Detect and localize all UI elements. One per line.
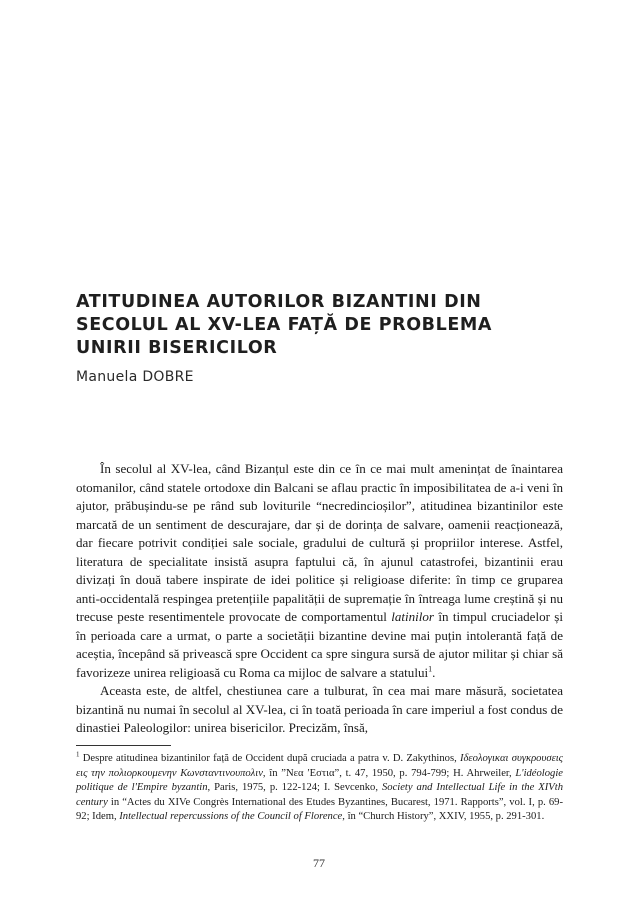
body-text: . <box>432 664 436 680</box>
article-title <box>76 291 576 360</box>
title-line: UNIRII BISERICILOR <box>76 338 278 358</box>
body-italic-text: latinilor <box>391 609 434 624</box>
title-line: SECOLUL AL XV-LEA FAȚĂ DE PROBLEMA <box>76 315 493 335</box>
footnote-reference[interactable]: 1 <box>428 664 433 674</box>
footnote-text: in “Actes du XIVe Congrès International des Etudes Byzantines, Bucarest, 1971. Rapports”, vol. I, p. 69-92; Idem, <box>76 796 563 823</box>
body-paragraph <box>76 460 563 682</box>
article-author: Manuela DOBRE <box>76 369 194 385</box>
footnote-italic-text: L'idéologie politique de l'Empire byzantin <box>76 767 563 794</box>
body-paragraph: Aceasta este, de altfel, chestiunea care a tulburat, în cea mai mare măsură, societatea bizantină nu numai în secolul al XV-lea, ci în toată perioada în care imperiul a fost condus de dinastiei Paleologilor: unirea bisericilor. Precizăm, însă, <box>76 683 563 735</box>
footnote-marker: 1 <box>76 750 80 759</box>
body-text: în timpul cruciadelor și în perioada care a urmat, o parte a societății bizantine devine mai puțin intolerantă față de aceștia, începând să privească spre Occident ca spre singura sursă de ajutor militar și chiar să favorizeze unirea religioasă cu Roma ca mijloc de salvare a statului <box>76 609 563 680</box>
page-number: 77 <box>313 856 325 870</box>
footnote <box>76 752 563 825</box>
footnote-text: , Paris, 1975, p. 122-124; I. Sevcenko, <box>207 782 382 794</box>
footnote-italic-text: Society and Intellectual Life in the XIVth century <box>76 782 563 808</box>
body-text: În secolul al XV-lea, când Bizanțul este din ce în ce mai mult amenințat de înaintarea otomanilor, când statele ortodoxe din Balcani se aflau practic în imposibilitatea de a-i veni în ajutor, prăbușindu-se pe rând sub loviturile “necredincioșilor”, atitudinea bizantinilor este marcată de un sentiment de descurajare, dar și de dorința de salvare, oamenii reacționează, dar fiecare potrivit condiției sale sociale, gradului de cultură și propriilor interese. Astfel, literatura de specialitate insistă asupra faptului că, în ajunul catastrofei, bizantinii erau divizați în două tabere inspirate de idei politice și religioase diferite: în timp ce gruparea anti-occidentală respingea pretențiile papalității de supremație în întreaga lume creștină și nu trecuse peste resentimentele provocate de comportamentul <box>76 461 563 624</box>
article-body <box>76 460 563 738</box>
footnote-text: , în “Church History”, XXIV, 1955, p. 291-301. <box>342 811 545 823</box>
footnote-text: Despre atitudinea bizantinilor față de Occident după cruciada a patra v. D. Zakythinos, <box>79 753 460 764</box>
title-line: ATITUDINEA AUTORILOR BIZANTINI DIN <box>76 292 482 312</box>
footnote-divider <box>76 745 171 746</box>
footnote-text: , în ”Nεα ʹΕστια”, t. 47, 1950, p. 794-799; H. Ahrweiler, <box>262 767 516 779</box>
footnote-italic-text: Ιδεολογικαι συγκρουσεις εις την πολιορκουμενην Κωνσταντινουπολιν <box>76 753 563 779</box>
footnote-italic-text: Intellectual repercussions of the Council of Florence <box>119 811 343 823</box>
